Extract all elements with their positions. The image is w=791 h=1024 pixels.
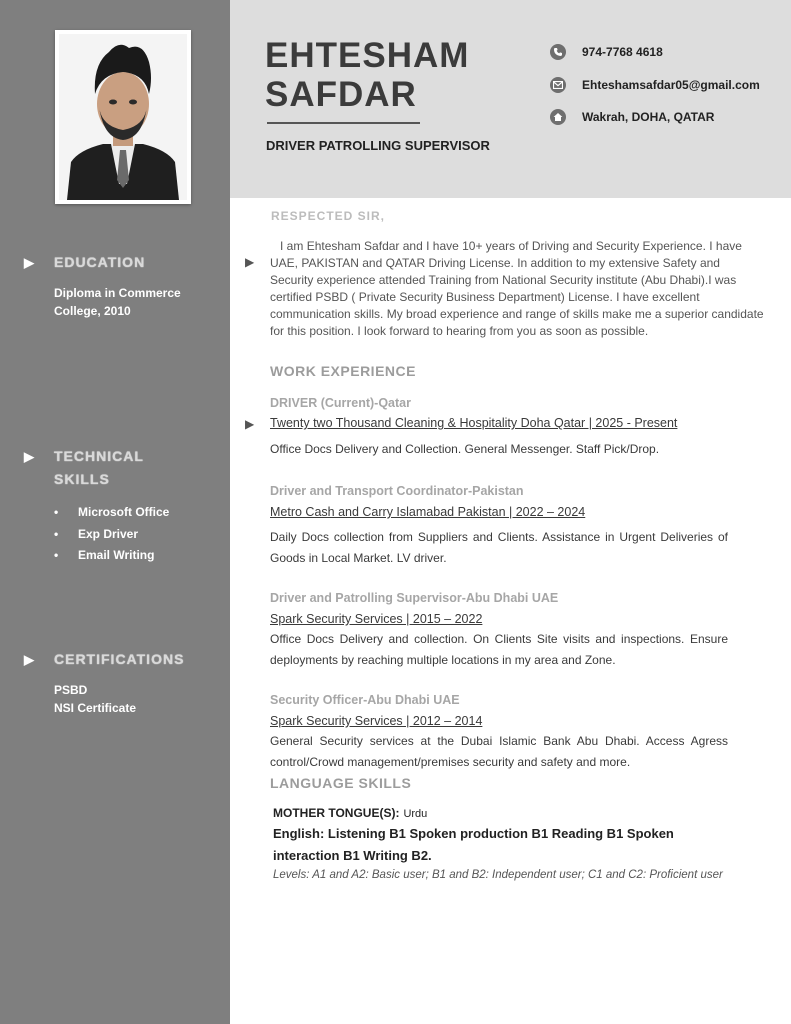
english-proficiency: English: Listening B1 Spoken production B1 Reading B1 Spoken interaction B1 Writing B2. (273, 826, 674, 863)
envelope-icon (550, 77, 566, 93)
education-heading (24, 251, 145, 274)
phone-number[interactable]: 974-7768 4618 (582, 45, 663, 59)
language-skills-title: LANGUAGE SKILLS (270, 775, 412, 791)
job-title-1: DRIVER (Current)-Qatar (270, 396, 411, 410)
job-company-2: Metro Cash and Carry Islamabad Pakistan | 2022 – 2024 (270, 505, 586, 519)
job-title-4: Security Officer-Abu Dhabi UAE (270, 693, 460, 707)
language-levels-note: Levels: A1 and A2: Basic user; B1 and B2: Independent user; C1 and C2: Proficient user (273, 869, 723, 881)
intro-paragraph (270, 238, 766, 340)
job-company-4: Spark Security Services | 2012 – 2014 (270, 714, 483, 728)
job-company-1: Twenty two Thousand Cleaning & Hospitality Doha Qatar | 2025 - Present (270, 416, 678, 430)
certifications-list (54, 681, 136, 717)
education-line-2: College, 2010 (54, 304, 131, 318)
triangle-right-icon: ▶ (245, 255, 255, 269)
job-description-3: Office Docs Delivery and collection. On Clients Site visits and inspections. Ensure deployments by reaching multiple locations in my area and Zone. (270, 632, 728, 667)
mother-tongue-value: Urdu (403, 808, 428, 820)
list-item: • Microsoft Office (54, 502, 169, 524)
technical-skills-heading (24, 445, 144, 491)
phone-icon (550, 44, 566, 60)
education-heading-text: EDUCATION (54, 254, 146, 270)
job-description-2: Daily Docs collection from Suppliers and Clients. Assistance in Urgent Deliveries of Goods in Local Market. LV driver. (270, 530, 728, 565)
home-icon (550, 109, 566, 125)
technical-skills-heading-text: TECHNICAL SKILLS (54, 448, 144, 487)
job-title-2: Driver and Transport Coordinator-Pakistan (270, 484, 524, 498)
job-description-4: General Security services at the Dubai Islamic Bank Abu Dhabi. Access Agress control/Crowd management/premises security and safety and more. (270, 734, 728, 769)
contact-phone (550, 43, 663, 61)
triangle-right-icon: ▶ (24, 449, 35, 464)
job-company-3: Spark Security Services | 2015 – 2022 (270, 612, 483, 626)
education-line-1: Diploma in Commerce (54, 286, 181, 300)
job-title: DRIVER PATROLLING SUPERVISOR (266, 138, 490, 153)
mother-tongue (273, 806, 427, 820)
job-title-3: Driver and Patrolling Supervisor-Abu Dhabi UAE (270, 591, 559, 605)
name-divider (267, 122, 420, 124)
education-details (54, 284, 181, 320)
list-item: • Email Writing (54, 545, 169, 567)
work-experience-title: WORK EXPERIENCE (270, 363, 416, 379)
email-address[interactable]: Ehteshamsafdar05@gmail.com (582, 78, 760, 92)
job-description-1: Office Docs Delivery and Collection. General Messenger. Staff Pick/Drop. (270, 442, 660, 456)
certifications-heading-text: CERTIFICATIONS (54, 651, 185, 667)
profile-portrait (59, 34, 187, 200)
location-text: Wakrah, DOHA, QATAR (582, 110, 715, 124)
triangle-right-icon: ▶ (245, 417, 255, 431)
certifications-heading (24, 648, 184, 671)
name-last: SAFDAR (265, 75, 417, 114)
triangle-right-icon: ▶ (24, 652, 35, 667)
mother-tongue-label: MOTHER TONGUE(S): (273, 806, 400, 820)
triangle-right-icon: ▶ (24, 255, 35, 270)
list-item: • Exp Driver (54, 524, 169, 546)
greeting: RESPECTED SIR, (271, 209, 386, 223)
intro-text: I am Ehtesham Safdar and I have 10+ years of Driving and Security Experience. I have UAE, PAKISTAN and QATAR Driving License. In addition to my extensive Safety and Security experience attended Training from National Security institute (Abu Dhabi).I was certified PSBD ( Private Security Business Department) License. I have excellent communication skills. My broad experience and range of skills make me a superior candidate for this position. I look forward to hearing from you as soon as possible. (270, 239, 764, 338)
list-item: NSI Certificate (54, 701, 137, 715)
contact-location (550, 108, 714, 126)
candidate-name (265, 36, 469, 114)
profile-photo (55, 30, 191, 204)
technical-skills-list (54, 502, 169, 567)
name-first: EHTESHAM (265, 36, 470, 75)
list-item: PSBD (54, 683, 88, 697)
contact-email (550, 76, 760, 94)
